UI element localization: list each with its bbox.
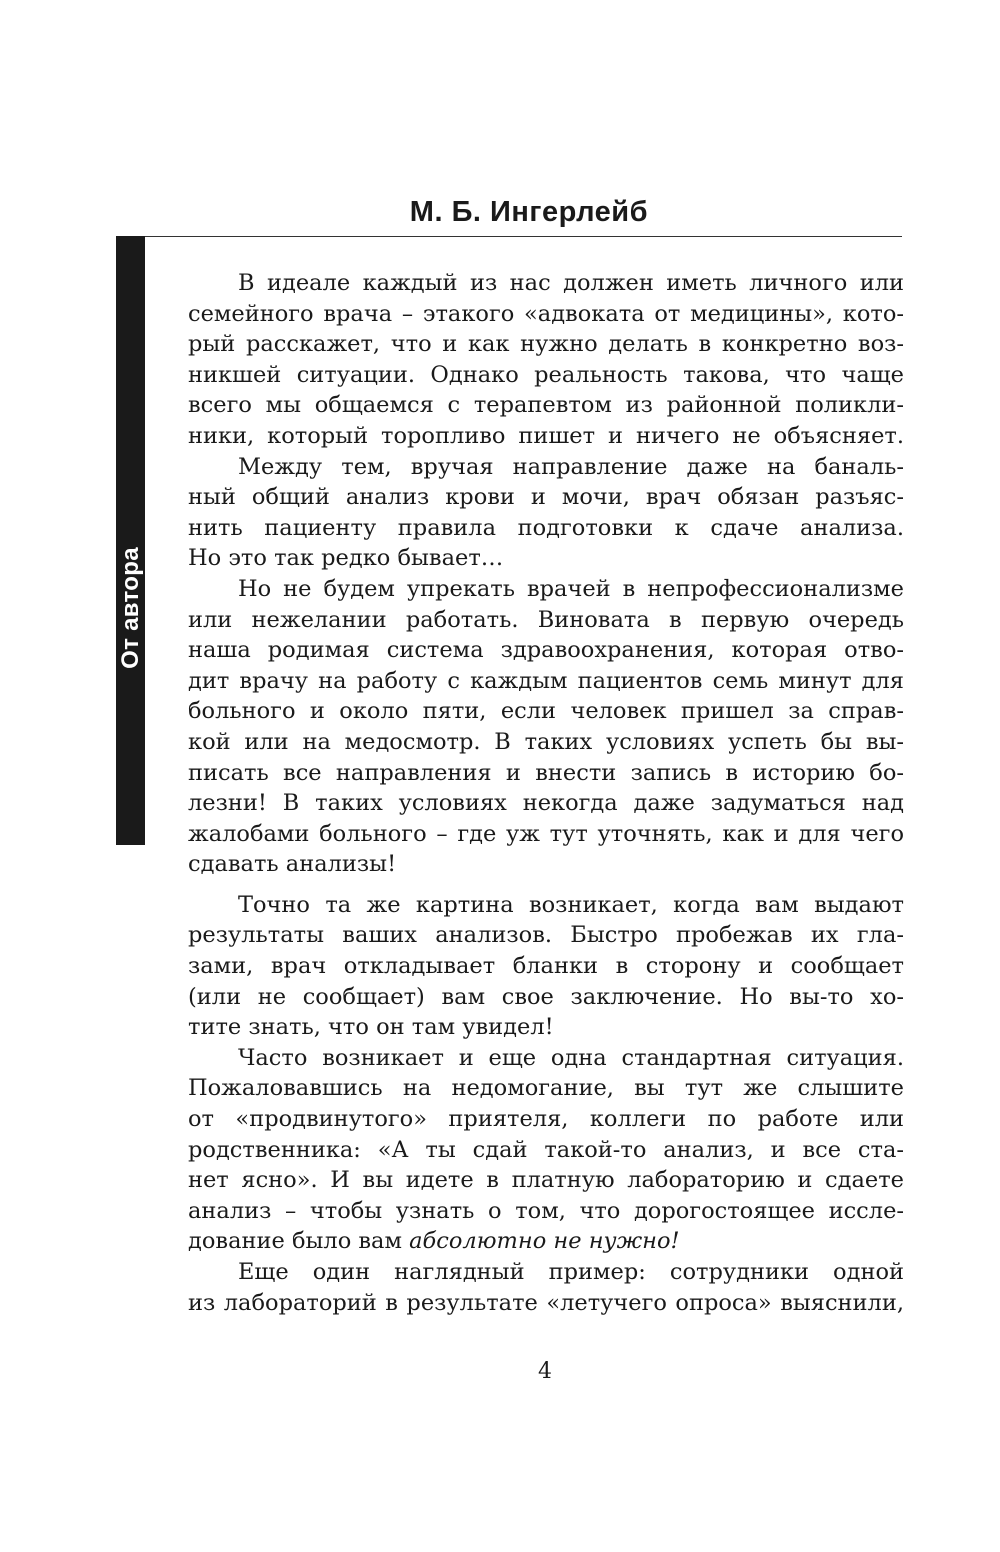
paragraph [188,268,904,452]
section-side-tab-label: От автора [116,547,144,669]
text-line: зами, врач откладывает бланки в сторону и сообщает [188,953,904,980]
text-line: кой или на медосмотр. В таких условиях успеть бы вы- [188,728,904,755]
text-line: нить пациенту правила подготовки к сдаче анализа. [188,514,904,541]
text-line: от «продвинутого» приятеля, коллеги по работе или [188,1106,904,1133]
text-line: никшей ситуации. Однако реальность такова, что чаще [188,361,904,388]
header-divider [145,236,902,237]
text-line: Но это так редко бывает… [188,545,504,572]
text-line: Точно та же картина возникает, когда вам выдают [238,891,904,918]
text-line: Часто возникает и еще одна стандартная ситуация. [238,1044,904,1071]
paragraph [188,452,904,574]
text-line: рый расскажет, что и как нужно делать в конкретно воз- [188,331,904,358]
text-line: анализ – чтобы узнать о том, что дорогостоящее иссле- [188,1197,904,1224]
paragraph [188,1043,904,1257]
text-line: Но не будем упрекать врачей в непрофессионализме [238,575,904,602]
text-line: жалобами больного – где уж тут уточнять, как и для чего [188,820,904,847]
text-line: из лабораторий в результате «летучего опроса» выяснили, [188,1289,904,1316]
text-line: В идеале каждый из нас должен иметь личного или [238,270,904,296]
text-line: результаты ваших анализов. Быстро пробежав их гла- [188,922,904,949]
running-header-author: М. Б. Ингерлейб [409,196,648,228]
section-gap [188,880,904,890]
paragraph [188,1257,904,1318]
paragraph [188,890,904,1043]
text-line-prefix: дование было вам [188,1228,410,1255]
text-line: ники, который торопливо пишет и ничего не объясняет. [188,422,904,449]
text-line: дит врачу на работу с каждым пациентов семь минут для [188,667,904,694]
text-line: лезни! В таких условиях некогда даже задуматься над [188,790,904,817]
body-text [188,268,904,1318]
text-line: Пожаловавшись на недомогание, вы тут же слышите [188,1075,904,1102]
text-line: наша родимая система здравоохранения, которая отво- [188,637,904,664]
text-line: семейного врача – этакого «адвоката от медицины», кото- [188,300,904,327]
text-line: Между тем, вручая направление даже на баналь- [238,453,904,480]
emphasis-text: абсолютно не нужно! [409,1228,680,1255]
text-line [188,1226,904,1257]
text-line: тите знать, что он там увидел! [188,1014,554,1041]
text-line: родственника: «А ты сдай такой-то анализ, и все ста- [188,1136,904,1163]
section-side-tab [116,236,145,845]
text-line: ный общий анализ крови и мочи, врач обязан разъяс- [188,484,904,511]
page-number: 4 [538,1359,552,1384]
text-line: писать все направления и внести запись в историю бо- [188,759,904,786]
text-line: больного и около пяти, если человек пришел за справ- [188,698,904,725]
text-line: Еще один наглядный пример: сотрудники одной [238,1259,904,1285]
text-line: сдавать анализы! [188,851,397,878]
text-line: нет ясно». И вы идете в платную лабораторию и сдаете [188,1167,904,1194]
text-line: всего мы общаемся с терапевтом из районной поликли- [188,392,904,419]
text-line: или нежелании работать. Виновата в первую очередь [188,606,904,633]
paragraph [188,574,904,880]
text-line: (или не сообщает) вам свое заключение. Но вы-то хо- [188,983,904,1010]
